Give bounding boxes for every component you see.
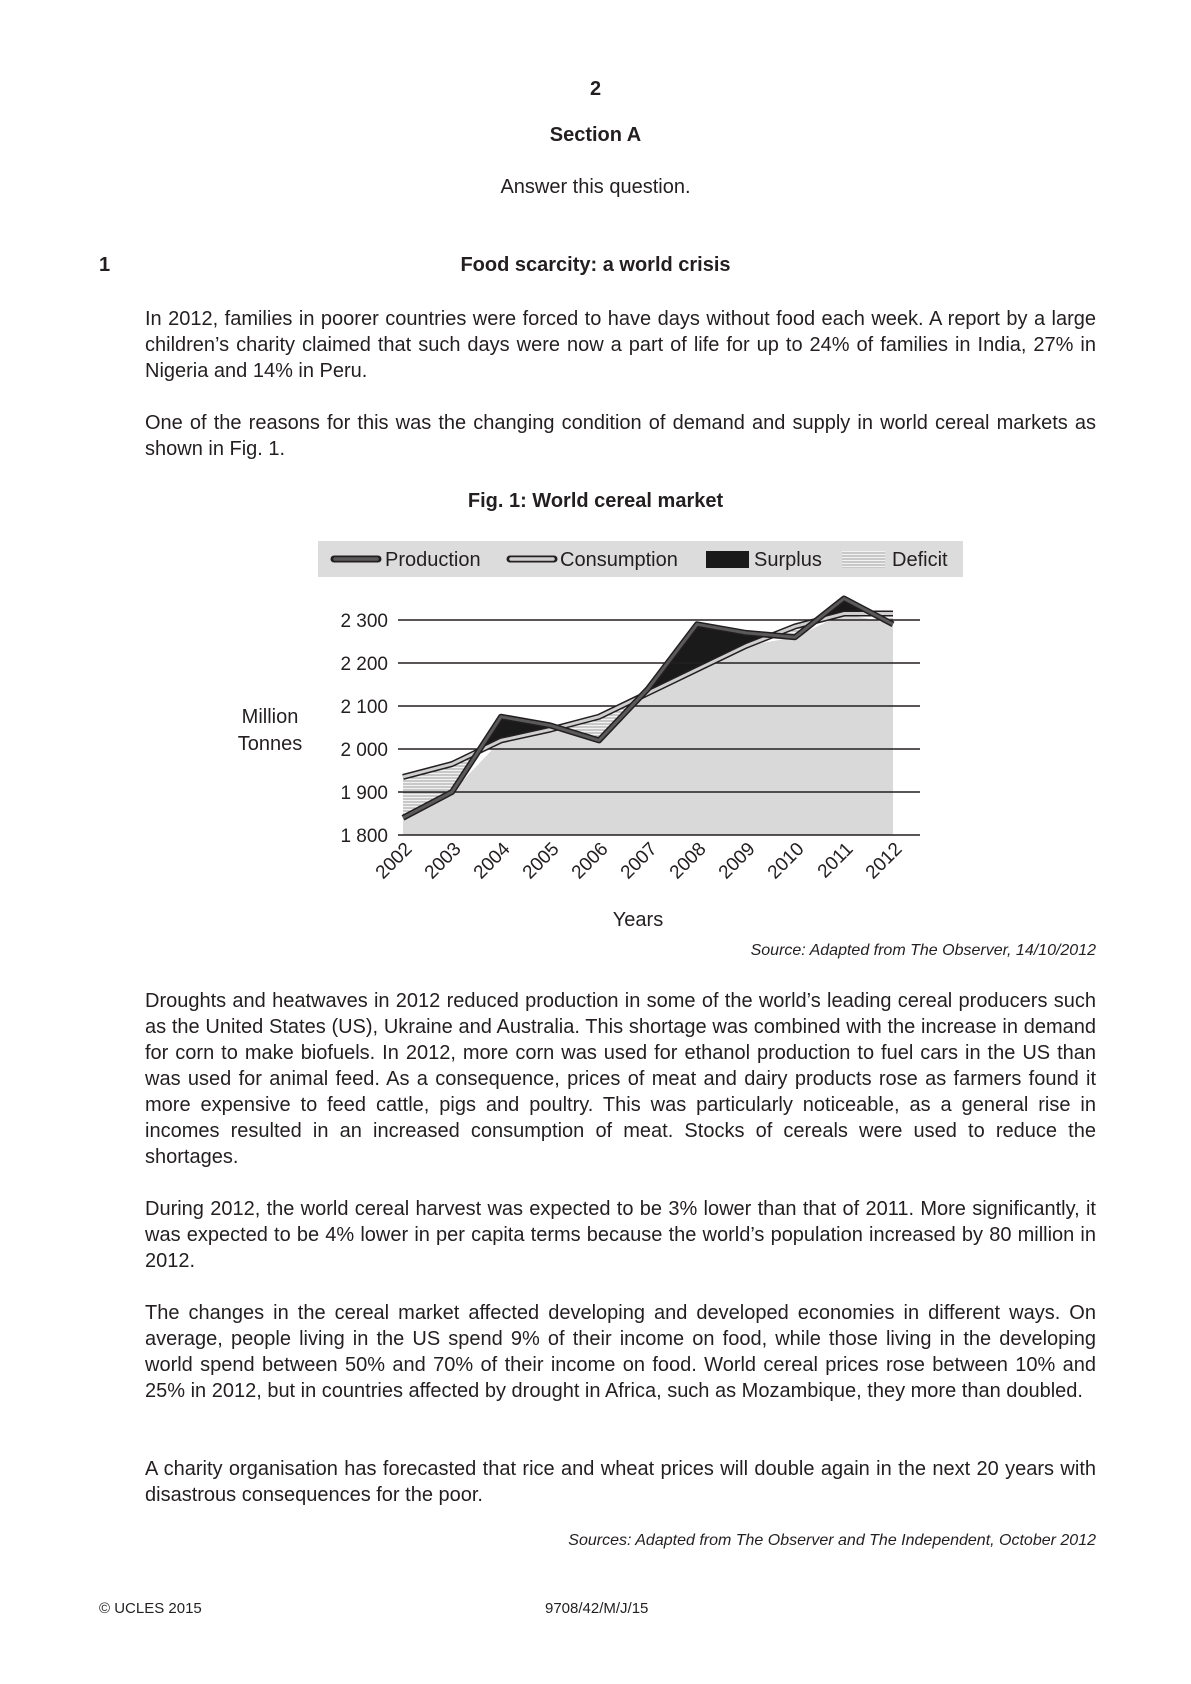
x-tick-label: 2011 bbox=[813, 838, 858, 883]
footer-code: 9708/42/M/J/15 bbox=[545, 1600, 649, 1617]
legend-consumption-label: Consumption bbox=[560, 549, 678, 571]
paragraph-reason: One of the reasons for this was the changing condition of demand and supply in world cereal markets as shown in Fig. 1. bbox=[145, 412, 1096, 460]
paragraph-changes: The changes in the cereal market affected developing and developed economies in different ways. On average, people living in the US spend 9% of their income on food, while those living in the developing world spend between 50% and 70% of their income on food. World cereal prices rose between 10% and 25% in 2012, but in countries affected by drought in Africa, such as Mozambique, they more than doubled. bbox=[145, 1302, 1096, 1402]
y-axis-label: Tonnes bbox=[237, 733, 303, 755]
x-tick-label: 2009 bbox=[714, 838, 760, 884]
y-tick-label: 2 000 bbox=[340, 740, 388, 761]
question-number: 1 bbox=[99, 254, 111, 276]
section-heading: Section A bbox=[549, 124, 642, 146]
y-tick-label: 2 200 bbox=[340, 654, 388, 675]
surplus-legend-swatch bbox=[706, 551, 749, 568]
x-tick-label: 2010 bbox=[763, 838, 809, 884]
figure-title: Fig. 1: World cereal market bbox=[467, 490, 724, 512]
x-tick-label: 2008 bbox=[665, 838, 711, 884]
x-tick-label: 2012 bbox=[861, 838, 907, 884]
page-number: 2 bbox=[589, 78, 602, 100]
x-tick-label: 2006 bbox=[567, 838, 613, 884]
x-tick-label: 2005 bbox=[518, 838, 564, 884]
legend-deficit-label: Deficit bbox=[892, 549, 948, 571]
question-title: Food scarcity: a world crisis bbox=[460, 254, 731, 276]
legend-production-label: Production bbox=[385, 549, 481, 571]
paragraph-forecast: A charity organisation has forecasted that rice and wheat prices will double again in the next 20 years with disastrous consequences for the poor. bbox=[145, 1458, 1096, 1506]
x-tick-label: 2004 bbox=[469, 838, 515, 884]
paragraph-drought: Droughts and heatwaves in 2012 reduced production in some of the world’s leading cereal producers such as the United States (US), Ukraine and Australia. This shortage was combined with the increase in demand for corn to make biofuels. In 2012, more corn was used for ethanol production to fuel cars in the US than was used for animal feed. As a consequence, prices of meat and dairy products rose as farmers found it more expensive to feed cattle, pigs and poultry. This was particularly noticeable, as a general rise in incomes resulted in an increased consumption of meat. Stocks of cereals were used to reduce the shortages. bbox=[145, 990, 1096, 1168]
y-axis-label: Million bbox=[241, 706, 299, 728]
x-tick-label: 2007 bbox=[616, 838, 662, 884]
x-axis-label: Years bbox=[612, 909, 664, 931]
instruction: Answer this question. bbox=[500, 176, 691, 198]
legend-surplus-label: Surplus bbox=[754, 549, 822, 571]
y-tick-label: 1 800 bbox=[340, 826, 388, 847]
paragraph-harvest: During 2012, the world cereal harvest was expected to be 3% lower than that of 2011. More significantly, it was expected to be 4% lower in per capita terms because the world’s population increased by 80 million in 2012. bbox=[145, 1198, 1096, 1272]
y-tick-label: 1 900 bbox=[340, 783, 388, 804]
figure-source: Source: Adapted from The Observer, 14/10/2012 bbox=[750, 942, 1096, 959]
y-tick-label: 2 300 bbox=[340, 611, 388, 632]
footer-copyright: © UCLES 2015 bbox=[99, 1600, 202, 1617]
deficit-legend-swatch bbox=[842, 551, 885, 568]
consumption-area bbox=[403, 614, 893, 835]
paragraph-intro: In 2012, families in poorer countries were forced to have days without food each week. A report by a large children’s charity claimed that such days were now a part of life for up to 24% of families in India, 27% in Nigeria and 14% in Peru. bbox=[145, 308, 1096, 382]
y-tick-label: 2 100 bbox=[340, 697, 388, 718]
x-tick-label: 2003 bbox=[420, 838, 466, 884]
x-tick-label: 2002 bbox=[371, 838, 417, 884]
sources-note: Sources: Adapted from The Observer and The Independent, October 2012 bbox=[568, 1532, 1096, 1549]
